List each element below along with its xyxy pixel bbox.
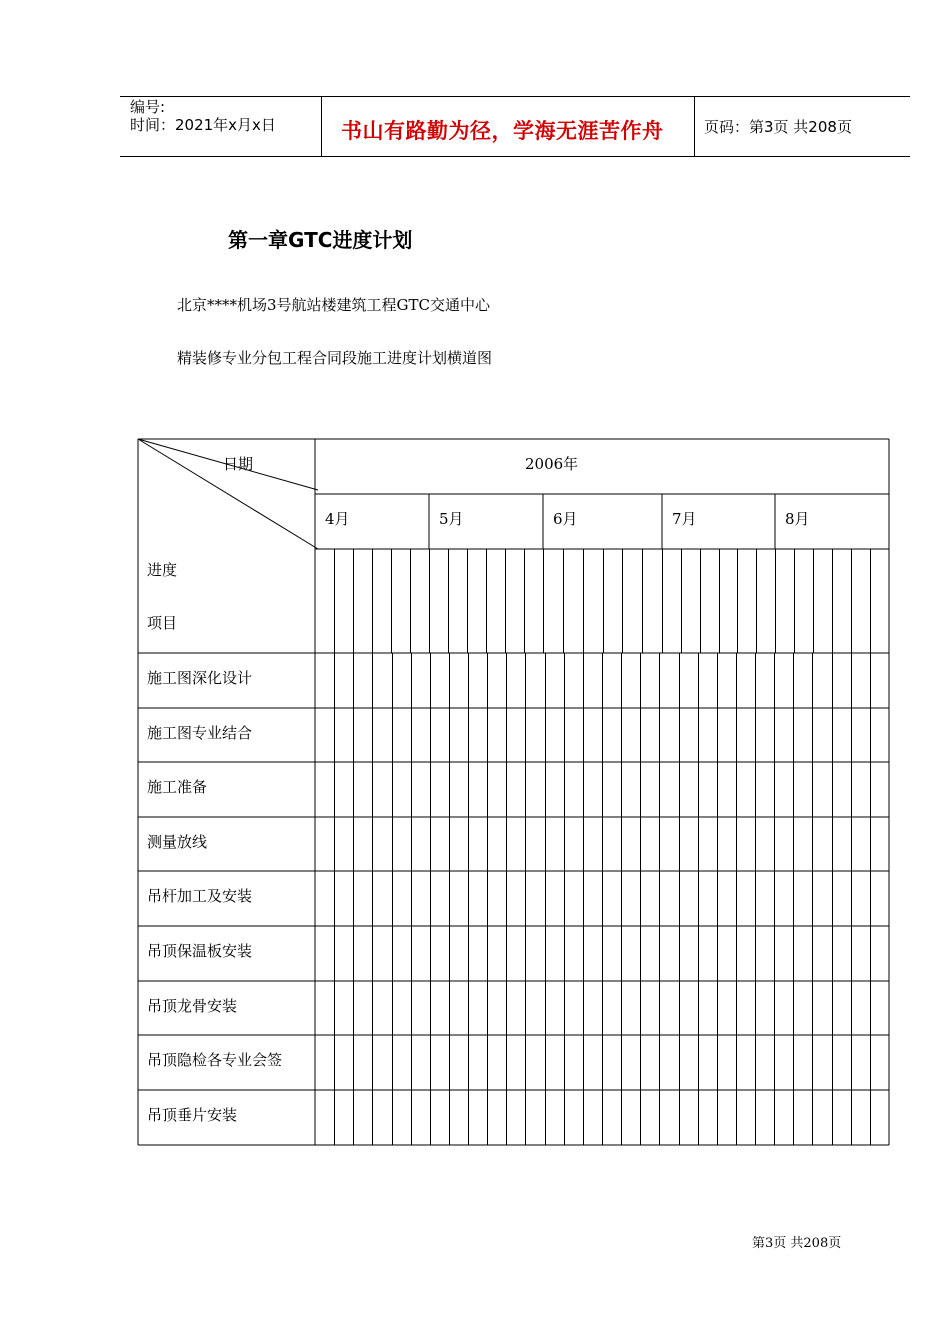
header-motto: 书山有路勤为径，学海无涯苦作舟 bbox=[341, 119, 664, 143]
header-page-label: 页码：第3页 共208页 bbox=[704, 118, 852, 136]
month-header-aug: 8月 bbox=[785, 510, 810, 528]
row-label-3: 施工准备 bbox=[147, 778, 208, 796]
row-label-4: 测量放线 bbox=[147, 833, 208, 851]
row-label-9: 吊顶垂片安装 bbox=[147, 1106, 238, 1124]
document-number-label: 编号: bbox=[130, 98, 166, 116]
row-label-7: 吊顶龙骨安装 bbox=[147, 997, 238, 1015]
row-label-8: 吊顶隐检各专业会签 bbox=[147, 1051, 283, 1069]
chapter-title: 第一章GTC进度计划 bbox=[228, 228, 413, 252]
row-label-5: 吊杆加工及安装 bbox=[147, 887, 253, 905]
row-label-2: 施工图专业结合 bbox=[147, 724, 253, 742]
project-subtitle: 北京****机场3号航站楼建筑工程GTC交通中心 bbox=[177, 296, 491, 314]
corner-date-label: 日期 bbox=[223, 455, 254, 473]
corner-item-label: 项目 bbox=[147, 614, 178, 632]
month-header-apr: 4月 bbox=[325, 510, 350, 528]
page-footer: 第3页 共208页 bbox=[752, 1236, 842, 1251]
row-label-1: 施工图深化设计 bbox=[147, 669, 253, 687]
month-header-jul: 7月 bbox=[672, 510, 697, 528]
schedule-subtitle: 精装修专业分包工程合同段施工进度计划横道图 bbox=[177, 349, 493, 367]
month-header-may: 5月 bbox=[439, 510, 464, 528]
year-header: 2006年 bbox=[525, 455, 579, 473]
row-label-6: 吊顶保温板安装 bbox=[147, 942, 253, 960]
document-time-label: 时间：2021年x月x日 bbox=[130, 116, 276, 134]
month-header-jun: 6月 bbox=[553, 510, 578, 528]
corner-progress-label: 进度 bbox=[147, 561, 178, 579]
